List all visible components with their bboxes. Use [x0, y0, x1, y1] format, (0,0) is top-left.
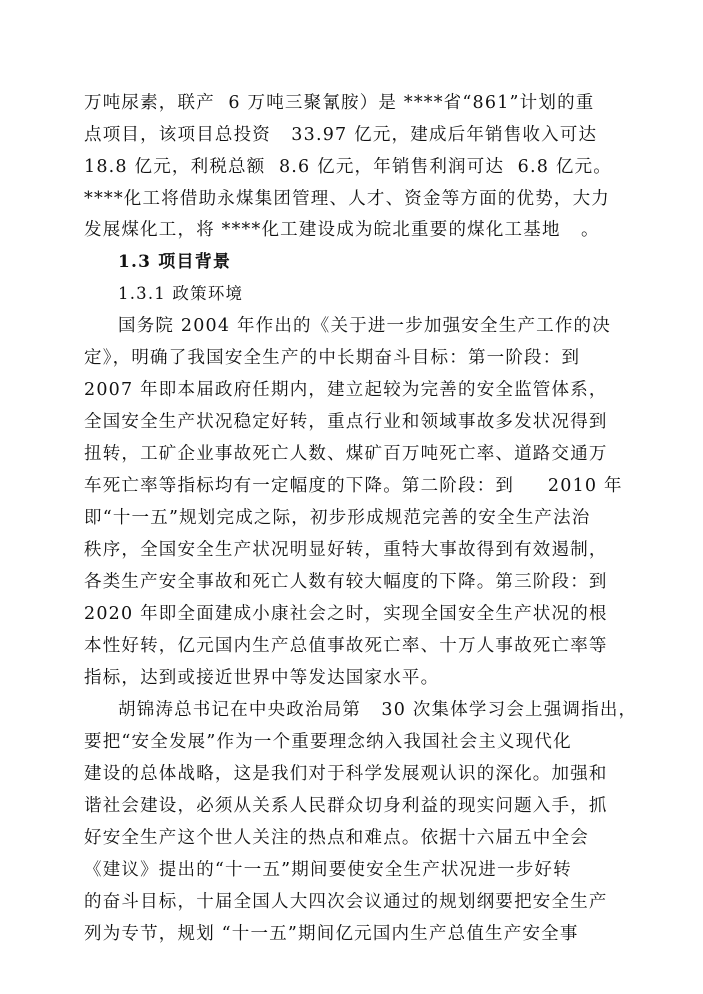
text-line: 谐社会建设，必须从关系人民群众切身利益的现实问题入手，抓 [84, 796, 608, 816]
text-line: 点项目，该项目总投资 33.97 亿元，建成后年销售收入可达 [84, 125, 598, 145]
text-line: 《建议》提出的“十一五”期间要使安全生产状况进一步好转 [84, 860, 572, 880]
text-line: 2007 年即本届政府任期内，建立起较为完善的安全监管体系， [84, 380, 608, 400]
text-line: 车死亡率等指标均有一定幅度的下降。第二阶段：到 2010 年 [84, 476, 623, 496]
text-line: 发展煤化工，将 ****化工建设成为皖北重要的煤化工基地 。 [84, 220, 600, 240]
text-line: 定》，明确了我国安全生产的中长期奋斗目标：第一阶段：到 [84, 348, 581, 368]
text-line: 全国安全生产状况稳定好转，重点行业和领域事故多发状况得到 [84, 412, 608, 432]
text-line: 2020 年即全面建成小康社会之时，实现全国安全生产状况的根 [84, 604, 608, 624]
text-line: 扭转，工矿企业事故死亡人数、煤矿百万吨死亡率、道路交通万 [84, 444, 608, 464]
text-line: 指标，达到或接近世界中等发达国家水平。 [84, 668, 440, 688]
text-line: 列为专节，规划 “十一五”期间亿元国内生产总值生产安全事 [84, 924, 579, 944]
text-line: 建设的总体战略，这是我们对于科学发展观认识的深化。加强和 [84, 764, 608, 784]
paragraph-start: 胡锦涛总书记在中央政治局第 30 次集体学习会上强调指出， [118, 700, 638, 720]
text-line: ****化工将借助永煤集团管理、人才、资金等方面的优势，大力 [84, 189, 610, 209]
section-heading: 1.3 项目背景 [118, 252, 232, 272]
text-line: 要把“安全发展”作为一个重要理念纳入我国社会主义现代化 [84, 732, 572, 752]
text-line: 本性好转，亿元国内生产总值事故死亡率、十万人事故死亡率等 [84, 636, 608, 656]
text-line: 即“十一五”规划完成之际，初步形成规范完善的安全生产法治 [84, 508, 591, 528]
text-line: 万吨尿素，联产 6 万吨三聚氰胺）是 ****省“861”计划的重 [84, 93, 595, 113]
text-line: 好安全生产这个世人关注的热点和难点。依据十六届五中全会 [84, 828, 589, 848]
subsection-heading: 1.3.1 政策环境 [118, 284, 244, 303]
paragraph-start: 国务院 2004 年作出的《关于进一步加强安全生产工作的决 [118, 316, 611, 336]
text-line: 的奋斗目标，十届全国人大四次会议通过的规划纲要把安全生产 [84, 892, 608, 912]
text-line: 18.8 亿元，利税总额 8.6 亿元，年销售利润可达 6.8 亿元。 [84, 157, 612, 177]
text-line: 秩序，全国安全生产状况明显好转，重特大事故得到有效遏制， [84, 540, 608, 560]
text-line: 各类生产安全事故和死亡人数有较大幅度的下降。第三阶段：到 [84, 572, 608, 592]
